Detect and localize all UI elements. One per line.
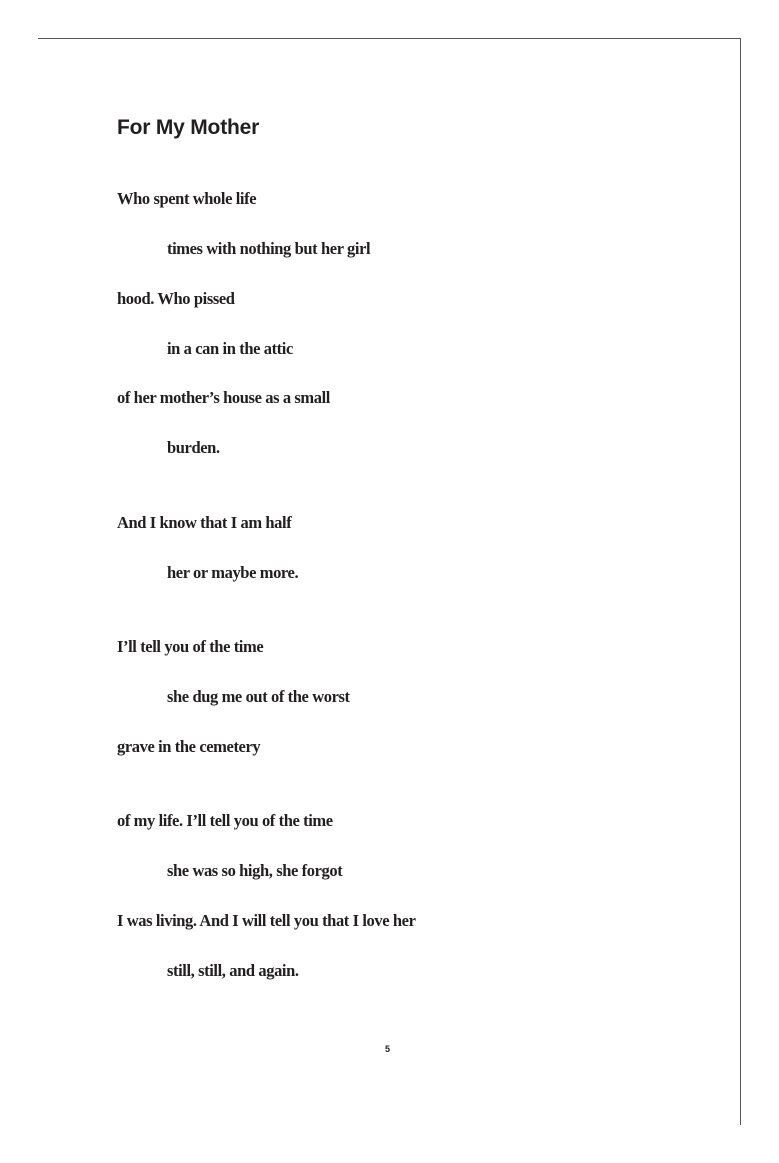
right-border-rule — [740, 38, 741, 1125]
poem-line: grave in the cemetery — [117, 737, 261, 756]
poem-line: And I know that I am half — [117, 513, 292, 532]
poem-title: For My Mother — [117, 116, 260, 139]
poem-line: she was so high, she forgot — [167, 861, 343, 880]
poem-line: in a can in the attic — [167, 339, 293, 358]
poem-line: times with nothing but her girl — [167, 239, 371, 258]
poem-line: burden. — [167, 438, 220, 457]
poem-line: I was living. And I will tell you that I love her — [117, 911, 416, 930]
page-number: 5 — [385, 1044, 391, 1054]
poem-line: of my life. I’ll tell you of the time — [117, 811, 333, 830]
poem-line: her or maybe more. — [167, 563, 299, 582]
poem-line: she dug me out of the worst — [167, 687, 350, 706]
poem-line: hood. Who pissed — [117, 289, 235, 308]
poem-line: of her mother’s house as a small — [117, 388, 330, 407]
poem-line: still, still, and again. — [167, 961, 299, 980]
poem-line: Who spent whole life — [117, 189, 257, 208]
poem-line: I’ll tell you of the time — [117, 637, 264, 656]
top-border-rule — [38, 38, 740, 39]
